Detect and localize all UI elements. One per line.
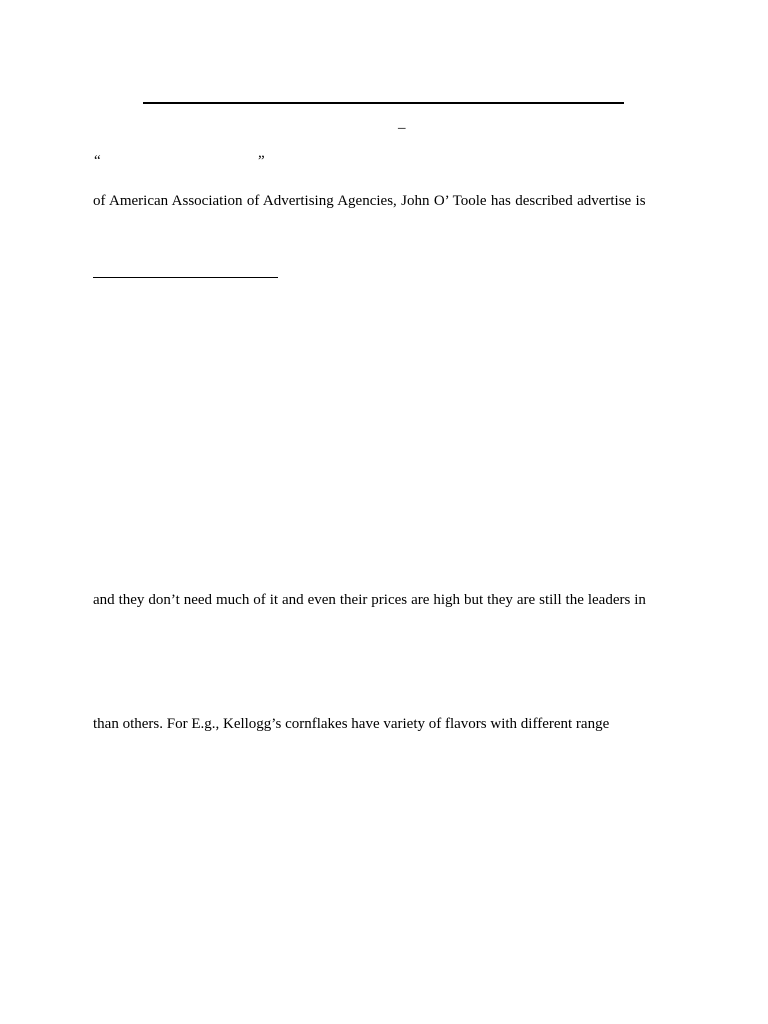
closing-quote-mark: ” xyxy=(258,153,265,169)
opening-quote-mark: “ xyxy=(94,153,101,169)
text-line-kelloggs-example: than others. For E.g., Kellogg’s cornflakes have variety of flavors with different range xyxy=(93,716,610,732)
footnote-separator xyxy=(93,277,278,278)
title-underline xyxy=(143,102,624,104)
text-line-market-leaders: and they don’t need much of it and even their prices are high but they are still the leaders in xyxy=(93,592,646,608)
subtitle-dash: – xyxy=(398,120,406,136)
text-line-advertising-definition: of American Association of Advertising Agencies, John O’ Toole has described advertise is xyxy=(93,193,646,209)
